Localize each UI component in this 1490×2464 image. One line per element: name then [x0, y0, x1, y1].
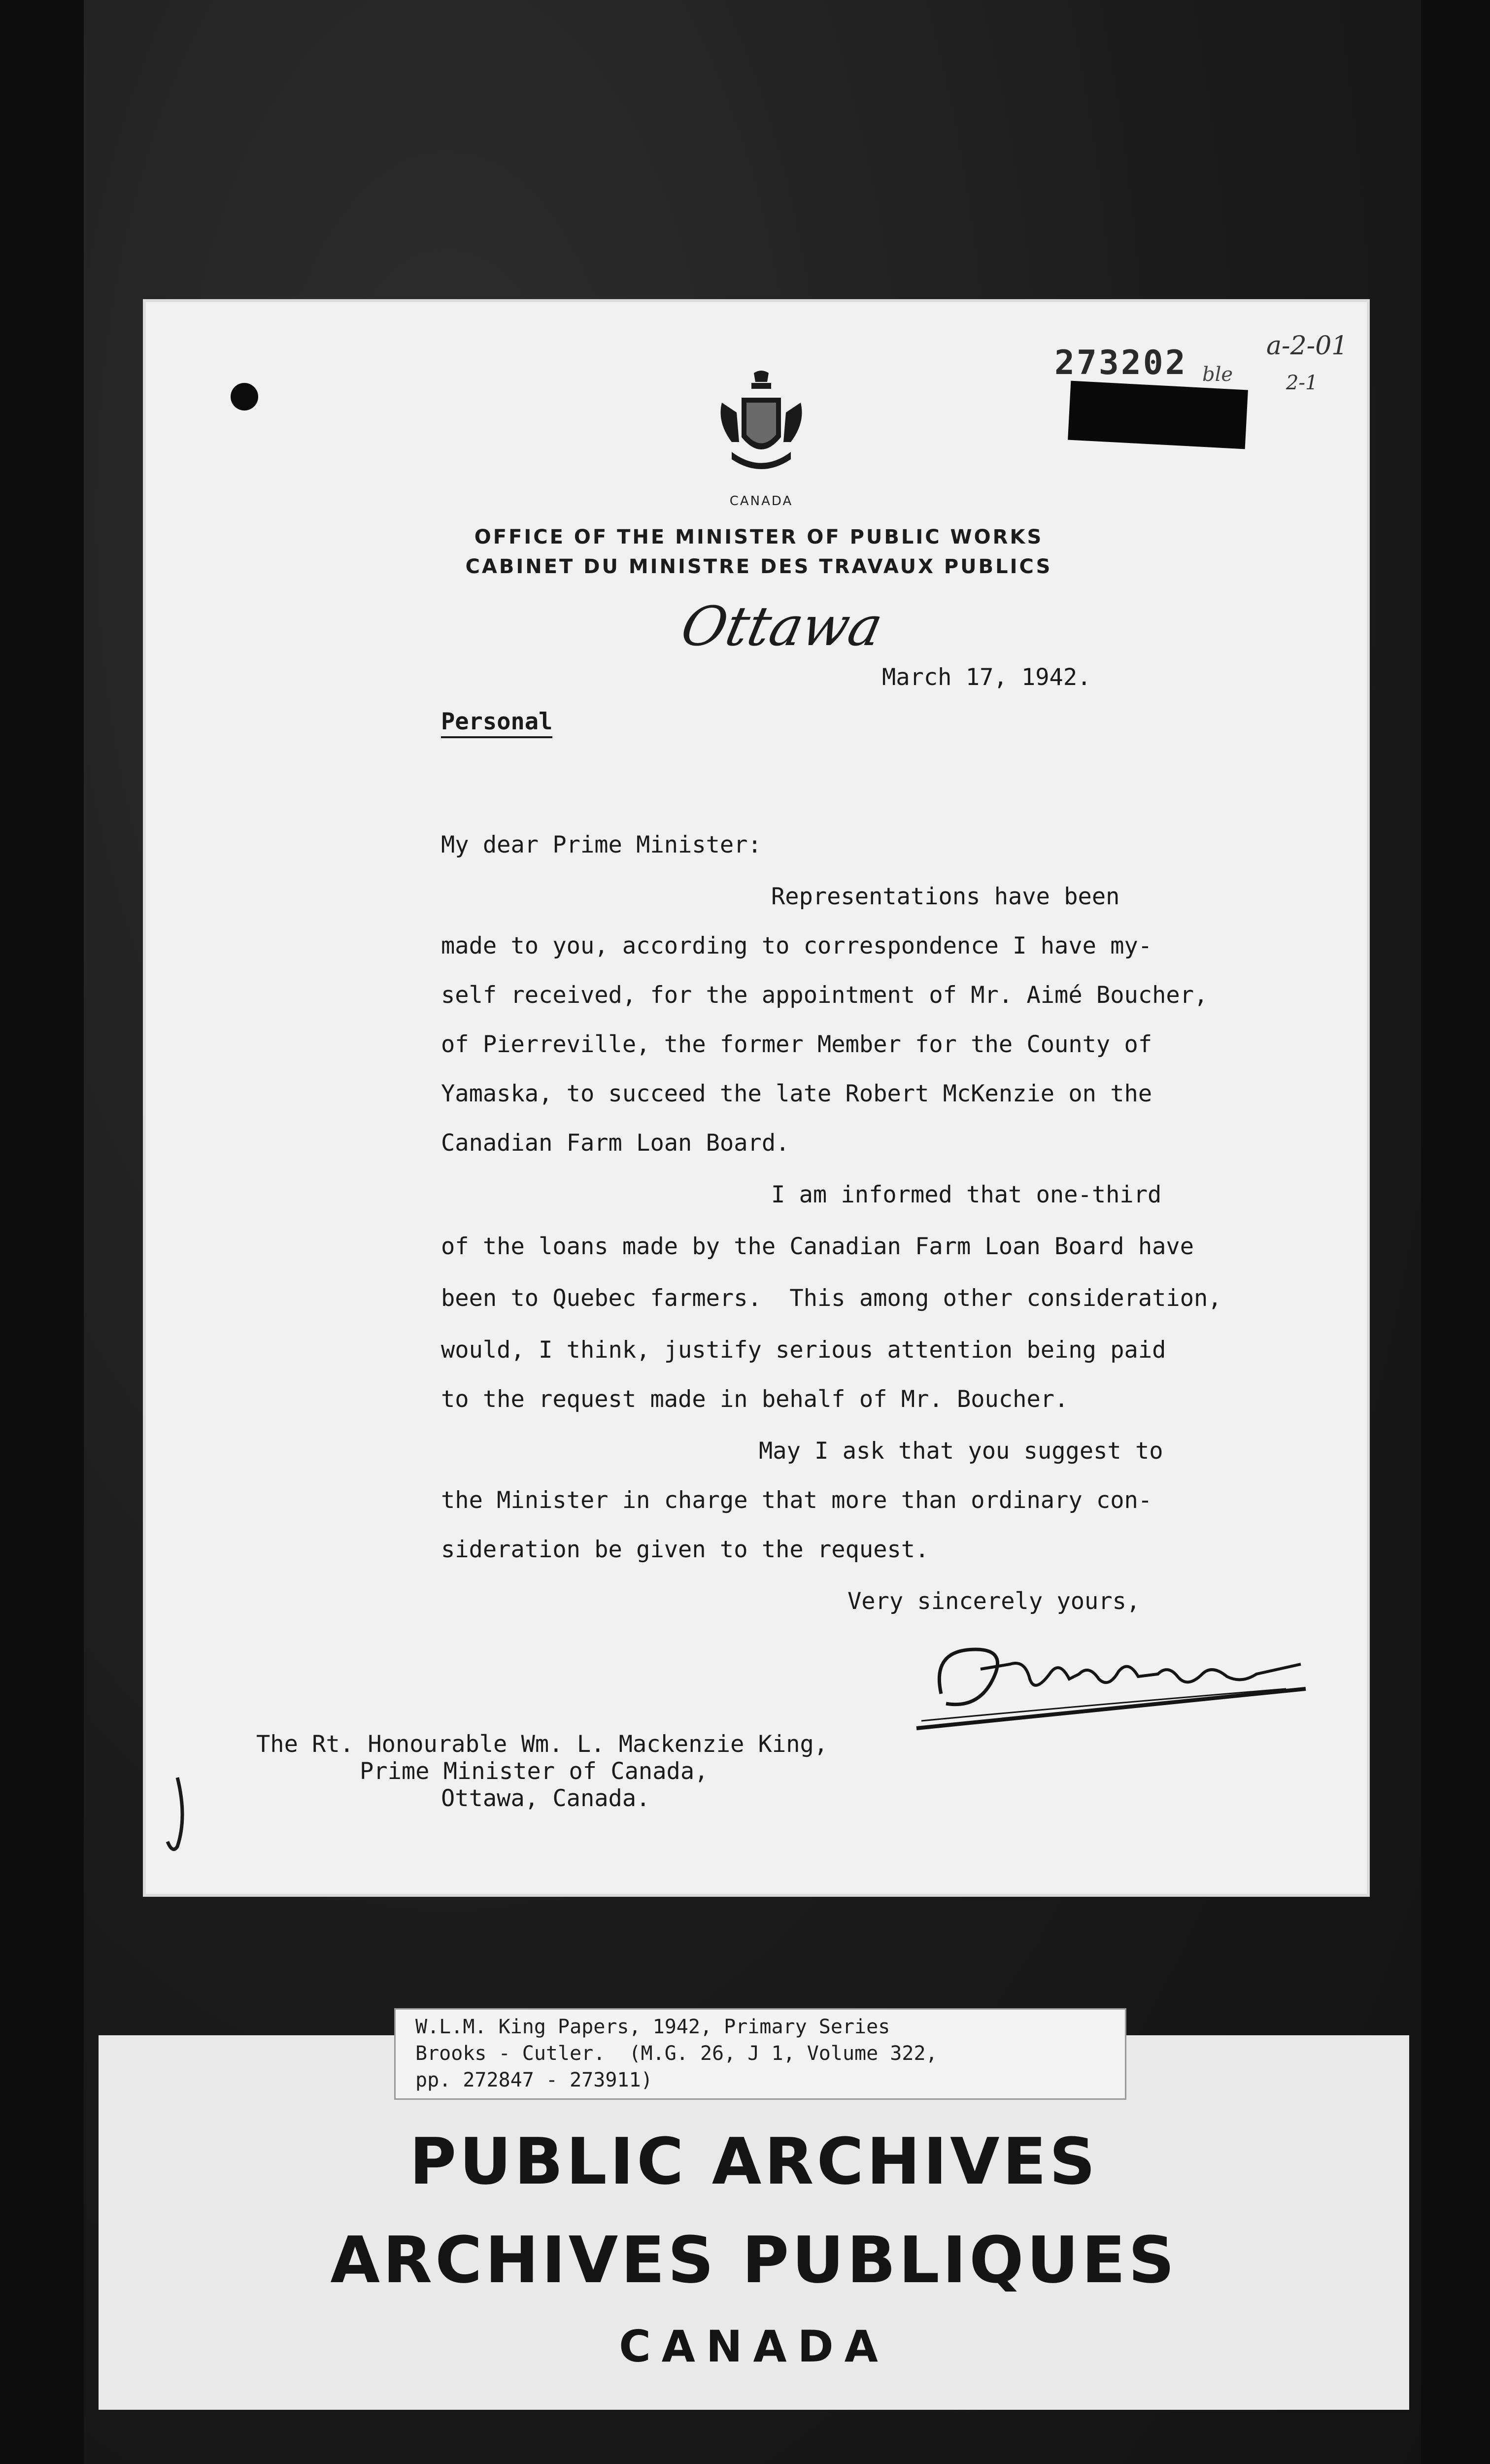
- letter-page: [143, 299, 1370, 1897]
- addressee-line: The Rt. Honourable Wm. L. Mackenzie King,: [256, 1731, 828, 1758]
- body-line: May I ask that you suggest to: [759, 1437, 1163, 1465]
- place-name: Ottawa: [676, 595, 888, 658]
- redaction-tape: [1068, 381, 1248, 449]
- office-title-en: OFFICE OF THE MINISTER OF PUBLIC WORKS: [474, 526, 1044, 548]
- closing: Very sincerely yours,: [847, 1588, 1141, 1615]
- signature-image: [912, 1620, 1316, 1738]
- margin-note-sub: 2-1: [1286, 372, 1318, 394]
- body-line: made to you, according to correspondence I have my-: [441, 932, 1152, 959]
- personal-marking: Personal: [441, 708, 552, 738]
- scan-border-right: [1421, 0, 1490, 2464]
- archive-label-line: W.L.M. King Papers, 1942, Primary Series: [415, 2016, 890, 2038]
- addressee-line: Prime Minister of Canada,: [360, 1758, 709, 1785]
- office-title-fr: CABINET DU MINISTRE DES TRAVAUX PUBLICS: [465, 555, 1052, 578]
- addressee-line: Ottawa, Canada.: [441, 1785, 650, 1812]
- archives-title-en: PUBLIC ARCHIVES: [409, 2124, 1099, 2199]
- body-line: Representations have been: [771, 883, 1120, 910]
- body-line: Yamaska, to succeed the late Robert McKenzie on the: [441, 1080, 1152, 1107]
- archive-reference-label: [394, 2008, 1126, 2100]
- coat-of-arms-icon: [712, 368, 811, 481]
- document-number: 273202: [1054, 343, 1187, 382]
- salutation: My dear Prime Minister:: [441, 831, 762, 858]
- body-line: self received, for the appointment of Mr. Aimé Boucher,: [441, 982, 1208, 1009]
- archive-label-line: pp. 272847 - 273911): [415, 2069, 653, 2091]
- scan-border-left: [0, 0, 84, 2464]
- body-line: of Pierreville, the former Member for the County of: [441, 1031, 1152, 1058]
- margin-initials: ble: [1202, 363, 1233, 386]
- body-line: sideration be given to the request.: [441, 1536, 929, 1563]
- check-mark-icon: [163, 1773, 202, 1856]
- body-line: Canadian Farm Loan Board.: [441, 1129, 790, 1157]
- body-line: the Minister in charge that more than ordinary con-: [441, 1487, 1152, 1514]
- letter-date: March 17, 1942.: [882, 664, 1091, 691]
- punch-hole: [231, 383, 258, 411]
- archives-country: CANADA: [619, 2321, 889, 2372]
- body-line: I am informed that one-third: [771, 1181, 1162, 1208]
- archives-title-fr: ARCHIVES PUBLIQUES: [330, 2223, 1178, 2297]
- letterhead-country: CANADA: [729, 494, 793, 509]
- archive-label-line: Brooks - Cutler. (M.G. 26, J 1, Volume 322,: [415, 2042, 938, 2065]
- margin-note: a-2-01: [1266, 331, 1348, 361]
- body-line: of the loans made by the Canadian Farm Loan Board have: [441, 1233, 1194, 1260]
- body-line: to the request made in behalf of Mr. Boucher.: [441, 1386, 1069, 1413]
- body-line: been to Quebec farmers. This among other consideration,: [441, 1285, 1222, 1312]
- body-line: would, I think, justify serious attention being paid: [441, 1336, 1166, 1364]
